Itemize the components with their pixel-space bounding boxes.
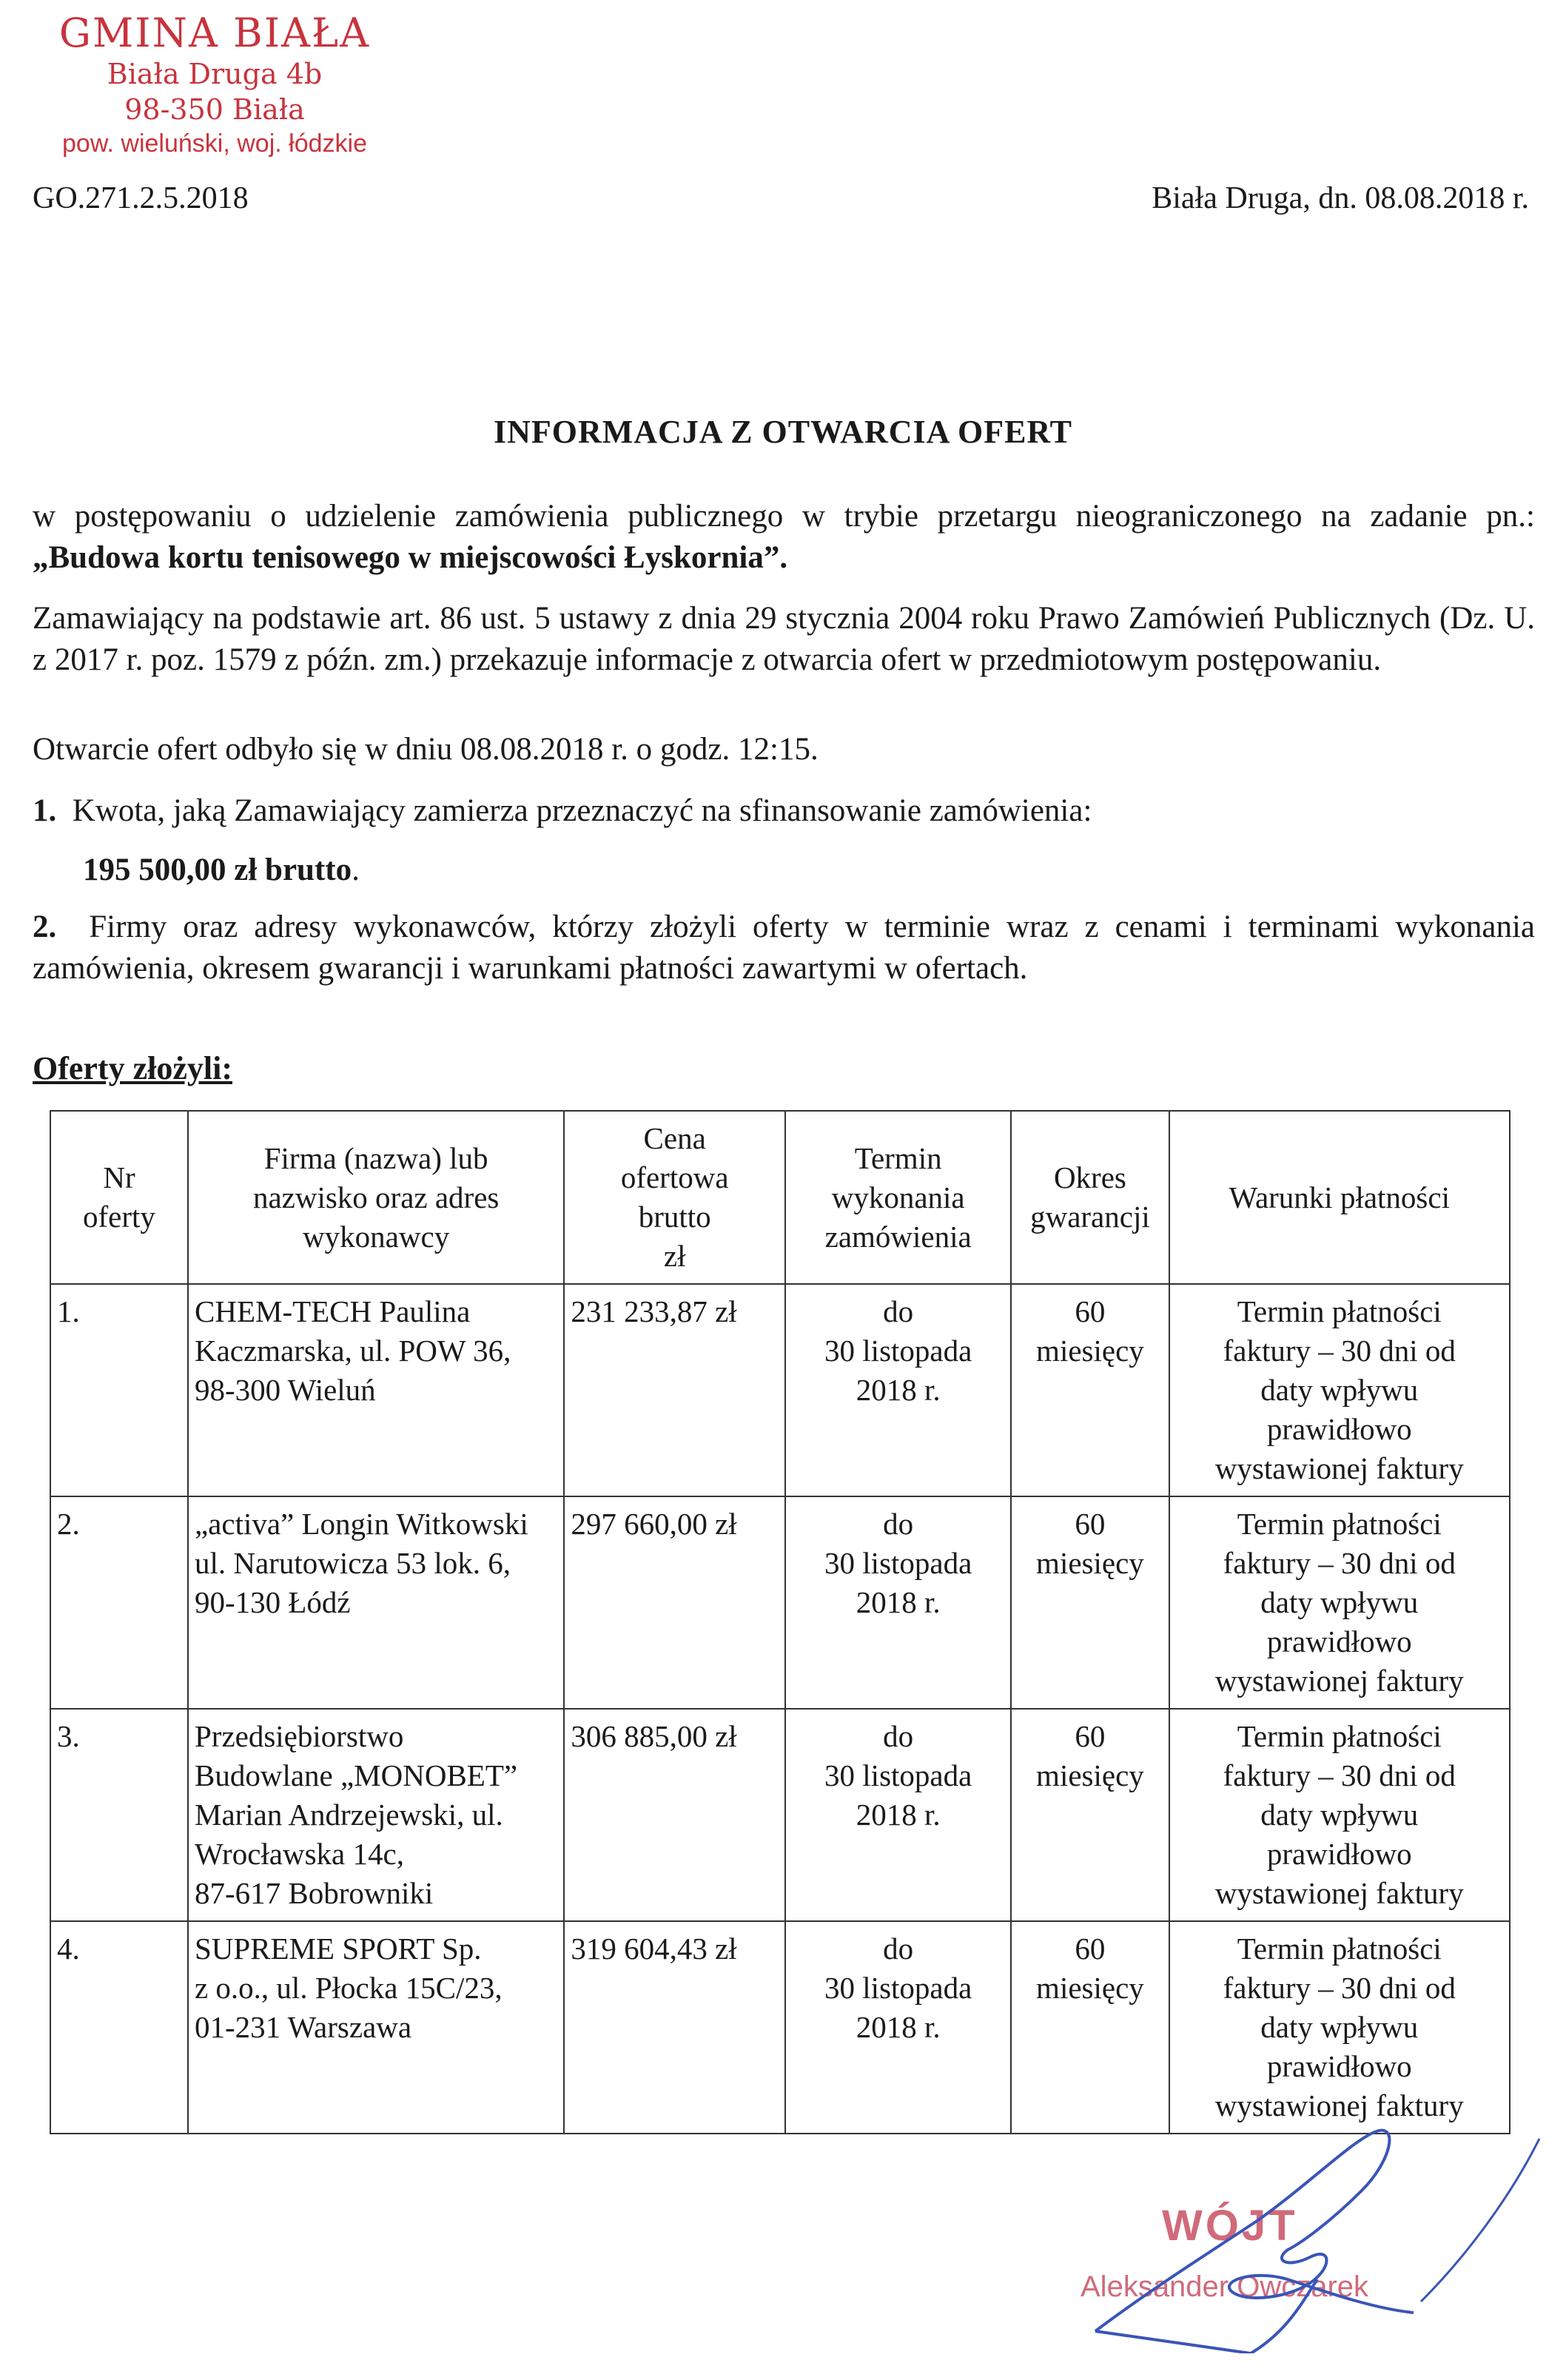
signature-title: WÓJT [1162,2202,1298,2250]
point-2-number: 2. [33,910,57,944]
budget-amount-value: 195 500,00 zł brutto [83,853,352,887]
point-1 [33,790,1535,832]
table-row [50,1496,1510,1709]
cell-firm-line: Przedsiębiorstwo [194,1719,404,1753]
header-firm-line: wykonawcy [303,1219,450,1254]
cell-price-line: 297 660,00 zł [571,1507,737,1541]
cell-price-line: 319 604,43 zł [571,1932,737,1966]
signatory-name: Aleksander Owczarek [1081,2270,1369,2303]
cell-firm-line: „activa” Longin Witkowski [194,1507,528,1541]
cell-payment-line: faktury – 30 dni od [1223,1546,1456,1580]
cell-firm-line: ul. Narutowicza 53 lok. 6, [194,1546,511,1580]
cell-term-line: 2018 r. [856,2010,941,2044]
header-price-line: ofertowa [620,1160,729,1194]
cell-term-line: 2018 r. [856,1798,941,1832]
budget-amount-suffix: . [352,853,360,887]
cell-payment-line: daty wpływu [1260,1585,1419,1619]
cell-firm-line: Kaczmarska, ul. POW 36, [194,1334,511,1368]
point-2-text: Firmy oraz adresy wykonawców, którzy złożyli oferty w terminie wraz z cenami i terminami wykonania zamówienia, okresem gwarancji i warunkami płatności zawartymi w ofertach. [33,910,1535,986]
cell-firm-line: SUPREME SPORT Sp. [194,1932,482,1966]
cell-payment-line: Termin płatności [1237,1294,1442,1328]
cell-firm-line: CHEM-TECH Paulina [194,1294,471,1328]
header-nr [50,1111,188,1284]
cell-term-line: do [883,1932,914,1966]
cell-term-line: do [883,1719,914,1753]
header-term-line: Termin [854,1140,942,1175]
municipality-stamp [30,10,400,160]
cell-nr-line: 3. [57,1719,80,1753]
cell-payment-line: faktury – 30 dni od [1223,1758,1456,1792]
cell-payment-line: daty wpływu [1260,1798,1419,1832]
cell-term [785,1284,1011,1496]
header-firm-line: Firma (nazwa) lub [263,1140,488,1175]
cell-firm-line: 87-617 Bobrowniki [194,1876,434,1910]
legal-paragraph: Zamawiający na podstawie art. 86 ust. 5 ustawy z dnia 29 stycznia 2004 roku Prawo Zamówień Publicznych (Dz. U. z 2017 r. poz. 1579 z późn. zm.) przekazuje informacje z otwarcia ofert w przedmiotowym postępowaniu. [33,601,1535,677]
cell-warranty [1011,1496,1169,1709]
header-price-line: Cena [643,1121,706,1155]
cell-nr [50,1284,188,1496]
header-term [785,1111,1011,1284]
handwritten-signature [1066,2109,1554,2353]
cell-term-line: 2018 r. [856,1585,941,1619]
signature-block [1066,2109,1554,2353]
cell-nr [50,1921,188,2134]
cell-payment [1169,1496,1510,1709]
cell-firm-line: 98-300 Wieluń [194,1373,376,1407]
cell-warranty-line: 60 [1075,1719,1106,1753]
cell-payment-line: Termin płatności [1237,1932,1442,1966]
header-term-line: wykonania [831,1180,965,1214]
header-term-line: zamówienia [824,1219,972,1254]
cell-term-line: 30 listopada [824,1334,972,1368]
place-date: Biała Druga, dn. 08.08.2018 r. [1152,181,1529,215]
stamp-line-2: Biała Druga 4b [107,58,323,90]
cell-payment-line: prawidłowo [1266,2049,1412,2083]
cell-term-line: 2018 r. [856,1373,941,1407]
cell-firm [188,1496,564,1709]
cell-nr-line: 2. [57,1507,80,1541]
table-row [50,1709,1510,1921]
cell-payment [1169,1921,1510,2134]
cell-price [564,1921,785,2134]
cell-price [564,1709,785,1921]
cell-warranty-line: miesięcy [1036,1546,1144,1580]
cell-payment-line: faktury – 30 dni od [1223,1334,1456,1368]
cell-term-line: do [883,1507,914,1541]
header-payment-line: Warunki płatności [1229,1180,1450,1214]
cell-firm-line: Budowlane „MONOBET” [194,1758,518,1792]
header-warranty [1011,1111,1169,1284]
cell-term [785,1496,1011,1709]
cell-nr-line: 1. [57,1294,80,1328]
table-row [50,1284,1510,1496]
point-1-number: 1. [33,793,57,828]
cell-warranty-line: 60 [1075,1507,1106,1541]
cell-term-line: 30 listopada [824,1971,972,2005]
cell-warranty [1011,1921,1169,2134]
cell-firm [188,1921,564,2134]
offers-heading: Oferty złożyli: [33,1050,232,1086]
document-title: INFORMACJA Z OTWARCIA OFERT [493,414,1073,450]
intro-text: w postępowaniu o udzielenie zamówienia publicznego w trybie przetargu nieograniczonego na zadanie pn.: [33,499,1535,534]
table-body [50,1284,1510,2134]
cell-term-line: 30 listopada [824,1758,972,1792]
cell-term-line: do [883,1294,914,1328]
header-price-line: brutto [638,1200,711,1234]
cell-payment-line: daty wpływu [1260,2010,1419,2044]
cell-warranty-line: miesięcy [1036,1758,1144,1792]
point-2 [33,907,1535,989]
cell-warranty [1011,1709,1169,1921]
table-row [50,1921,1510,2134]
point-1-text: Kwota, jaką Zamawiający zamierza przeznaczyć na sfinansowanie zamówienia: [72,793,1092,828]
cell-warranty [1011,1284,1169,1496]
header-firm [188,1111,564,1284]
cell-warranty-line: 60 [1075,1932,1106,1966]
reference-number: GO.271.2.5.2018 [33,181,249,215]
cell-payment-line: Termin płatności [1237,1507,1442,1541]
header-warranty-line: Okres [1053,1160,1126,1194]
cell-payment-line: prawidłowo [1266,1624,1412,1658]
cell-price-line: 231 233,87 zł [571,1294,737,1328]
header-price [564,1111,785,1284]
cell-firm-line: z o.o., ul. Płocka 15C/23, [194,1971,503,2005]
cell-payment-line: wystawionej faktury [1214,1451,1464,1485]
cell-payment-line: faktury – 30 dni od [1223,1971,1456,2005]
header-nr-line: oferty [83,1200,155,1234]
header-nr-line: Nr [103,1160,135,1194]
header-warranty-line: gwarancji [1030,1200,1150,1234]
cell-payment-line: wystawionej faktury [1214,1664,1464,1698]
cell-nr [50,1709,188,1921]
cell-firm-line: Marian Andrzejewski, ul. [194,1798,503,1832]
cell-payment-line: prawidłowo [1266,1837,1412,1871]
cell-payment-line: wystawionej faktury [1214,2088,1464,2122]
budget-amount [83,850,1566,891]
cell-price-line: 306 885,00 zł [571,1719,737,1753]
cell-nr-line: 4. [57,1932,80,1966]
header-payment [1169,1111,1510,1284]
header-firm-line: nazwisko oraz adres [252,1180,500,1214]
cell-payment [1169,1284,1510,1496]
opening-paragraph: Otwarcie ofert odbyło się w dniu 08.08.2018 r. o godz. 12:15. [33,732,819,767]
cell-warranty-line: miesięcy [1036,1334,1144,1368]
table-header-row [50,1111,1510,1284]
cell-term [785,1921,1011,2134]
cell-term-line: 30 listopada [824,1546,972,1580]
intro-paragraph [33,496,1535,579]
cell-price [564,1496,785,1709]
stamp-line-4: pow. wieluński, woj. łódzkie [62,130,367,158]
header-price-line: zł [663,1239,686,1273]
offers-table [50,1110,1510,2134]
cell-nr [50,1496,188,1709]
cell-payment [1169,1709,1510,1921]
cell-firm-line: Wrocławska 14c, [194,1837,404,1871]
cell-price [564,1284,785,1496]
cell-firm-line: 90-130 Łódź [194,1585,351,1619]
cell-payment-line: Termin płatności [1237,1719,1442,1753]
cell-firm-line: 01-231 Warszawa [194,2010,412,2044]
cell-term [785,1709,1011,1921]
cell-firm [188,1709,564,1921]
cell-firm [188,1284,564,1496]
stamp-line-1: GMINA BIAŁA [58,10,371,56]
cell-warranty-line: 60 [1075,1294,1106,1328]
stamp-line-3: 98-350 Biała [124,93,305,126]
cell-payment-line: wystawionej faktury [1214,1876,1464,1910]
cell-payment-line: prawidłowo [1266,1412,1412,1446]
cell-warranty-line: miesięcy [1036,1971,1144,2005]
task-name: „Budowa kortu tenisowego w miejscowości Łyskornia”. [33,540,788,575]
cell-payment-line: daty wpływu [1260,1373,1419,1407]
